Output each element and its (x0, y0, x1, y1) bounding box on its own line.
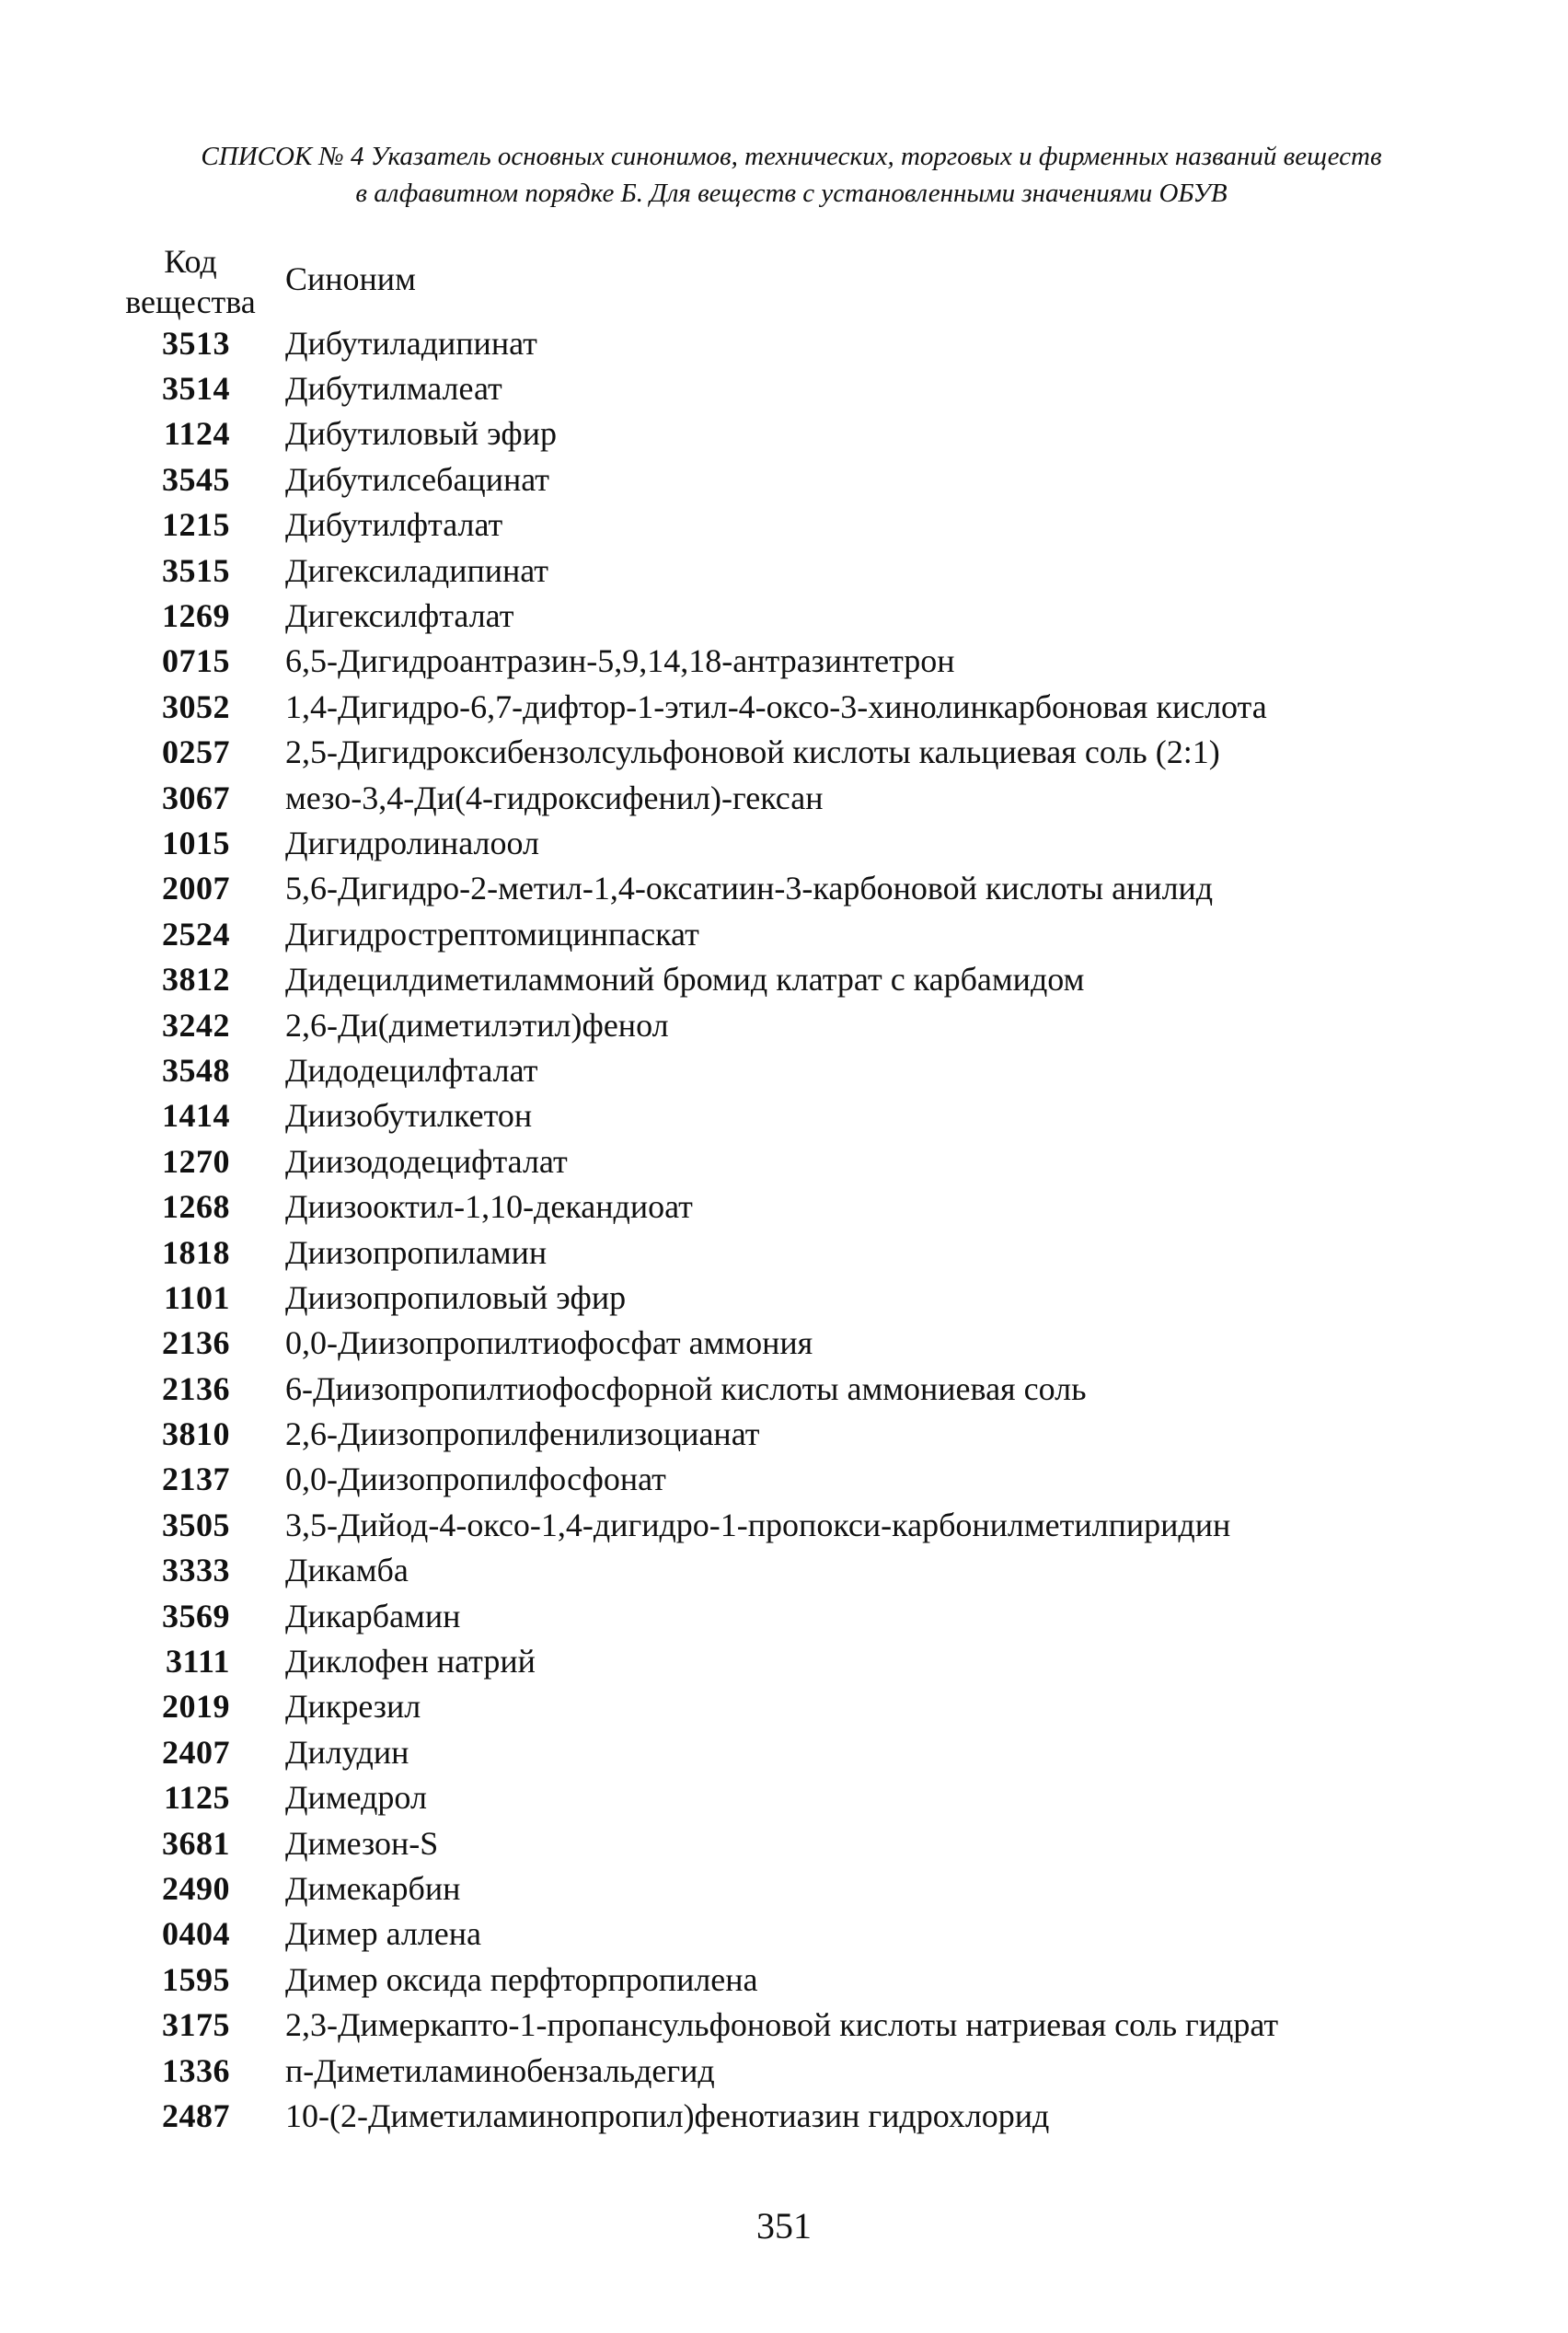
substance-code: 3545 (162, 460, 230, 498)
synonym-text: 6,5-Дигидроантразин-5,9,14,18-антразинтетрон (285, 642, 955, 680)
substance-code: 3548 (162, 1051, 230, 1089)
table-row (109, 1093, 1470, 1138)
substance-code: 3514 (162, 370, 230, 408)
substance-code: 1818 (162, 1233, 230, 1271)
synonym-text: Дикрезил (285, 1688, 421, 1726)
synonym-text: Дигидрострептомицинпаскат (285, 915, 699, 953)
substance-code: 0715 (162, 642, 230, 680)
table-row (109, 365, 1470, 410)
substance-code: 3812 (162, 961, 230, 999)
table-row (109, 1865, 1470, 1911)
substance-code: 3175 (162, 2006, 230, 2044)
table-row (109, 411, 1470, 456)
synonym-text: Димекарбин (285, 1869, 461, 1907)
substance-code: 1270 (162, 1142, 230, 1180)
synonym-text: Диизододецифталат (285, 1142, 568, 1180)
table-row (109, 1411, 1470, 1456)
synonym-text: 0,0-Диизопропилтиофосфат аммония (285, 1324, 813, 1362)
substance-code: 2524 (162, 915, 230, 953)
synonym-text: Димер аллена (285, 1915, 482, 1953)
synonym-text: мезо-3,4-Ди(4-гидроксифенил)-гексан (285, 779, 824, 816)
table-row (109, 730, 1470, 775)
substance-code: 1124 (163, 415, 230, 453)
table-row (109, 593, 1470, 638)
synonym-text: 3,5-Дийод-4-оксо-1,4-дигидро-1-пропокси-карбонилметилпиридин (285, 1506, 1231, 1543)
substance-code: 1269 (162, 597, 230, 635)
table-row (109, 1775, 1470, 1820)
table-row (109, 1457, 1470, 1502)
substance-code: 3067 (162, 779, 230, 816)
column-header-code (109, 241, 272, 322)
substance-code: 3505 (162, 1506, 230, 1543)
table-row (109, 1729, 1470, 1774)
substance-code: 3810 (162, 1415, 230, 1453)
substance-code: 3333 (162, 1552, 230, 1589)
column-header-synonym: Синоним (285, 260, 416, 297)
table-row (109, 1047, 1470, 1092)
table-row (109, 1366, 1470, 1411)
substance-code: 3052 (162, 687, 230, 725)
substance-code: 1015 (162, 824, 230, 861)
synonym-text: Дигексиладипинат (285, 551, 549, 589)
table-row (109, 320, 1470, 365)
substance-code: 1125 (163, 1779, 230, 1817)
substance-code: 3515 (162, 551, 230, 589)
synonym-text: Дибутилфталат (285, 506, 503, 544)
synonym-text: 2,6-Ди(диметилэтил)фенол (285, 1006, 669, 1044)
substance-code: 2407 (162, 1733, 230, 1771)
table-row (109, 956, 1470, 1001)
synonym-text: Диизобутилкетон (285, 1097, 533, 1135)
table-row (109, 775, 1470, 820)
substance-code: 0404 (162, 1915, 230, 1953)
synonym-text: 6-Диизопропилтиофосфорной кислоты аммониевая соль (285, 1369, 1087, 1407)
list-header (138, 138, 1445, 212)
substance-code: 1215 (162, 506, 230, 544)
synonym-text: 2,6-Диизопропилфенилизоцианат (285, 1415, 760, 1453)
substance-code: 3242 (162, 1006, 230, 1044)
table-row (109, 1911, 1470, 1957)
table-row (109, 1138, 1470, 1184)
synonym-text: 2,5-Дигидроксибензолсульфоновой кислоты кальциевая соль (2:1) (285, 733, 1220, 771)
table-row (109, 866, 1470, 911)
column-header-code-line-1: Код (164, 243, 217, 280)
synonym-text: 2,3-Димеркапто-1-пропансульфоновой кислоты натриевая соль гидрат (285, 2006, 1279, 2044)
synonym-text: Дибутилсебацинат (285, 460, 549, 498)
synonym-text: Димедрол (285, 1779, 427, 1817)
synonym-text: Дибутиловый эфир (285, 415, 558, 453)
table-row (109, 1002, 1470, 1047)
synonym-text: Дигидролиналоол (285, 824, 539, 861)
synonym-text: 0,0-Диизопропилфосфонат (285, 1461, 666, 1498)
synonym-text: Дикарбамин (285, 1597, 461, 1634)
substance-code: 3513 (162, 324, 230, 362)
table-row (109, 456, 1470, 502)
synonym-text: Дидецилдиметиламмоний бромид клатрат с карбамидом (285, 961, 1085, 999)
table-row (109, 820, 1470, 865)
substance-code: 1268 (162, 1188, 230, 1226)
table-row (109, 1957, 1470, 2002)
substance-code: 3681 (162, 1824, 230, 1862)
substance-code: 1101 (163, 1278, 230, 1316)
synonym-text: Дибутиладипинат (285, 324, 537, 362)
table-row (109, 1593, 1470, 1638)
synonym-text: 10-(2-Диметиламинопропил)фенотиазин гидрохлорид (285, 2096, 1050, 2134)
column-header-code-line-2: вещества (125, 283, 256, 320)
page-number: 351 (756, 2205, 812, 2246)
table-row (109, 639, 1470, 684)
table-row (109, 2048, 1470, 2093)
header-line-1: СПИСОК № 4 Указатель основных синонимов, технических, торговых и фирменных названий веществ (201, 142, 1382, 171)
substance-code: 2019 (162, 1688, 230, 1726)
table-row (109, 1684, 1470, 1729)
substance-code: 2487 (162, 2096, 230, 2134)
substance-code: 3569 (162, 1597, 230, 1634)
table-row (109, 2002, 1470, 2047)
substance-code: 3111 (165, 1643, 230, 1680)
synonym-text: Дигексилфталат (285, 597, 514, 635)
table-row (109, 1548, 1470, 1593)
table-row (109, 2093, 1470, 2138)
substance-code: 0257 (162, 733, 230, 771)
substance-code: 1414 (162, 1097, 230, 1135)
table-row (109, 911, 1470, 956)
substance-code: 2490 (162, 1869, 230, 1907)
table-row (109, 1820, 1470, 1865)
synonym-text: Диклофен натрий (285, 1643, 536, 1680)
synonym-text: Дидодецилфталат (285, 1051, 538, 1089)
synonym-text: Дибутилмалеат (285, 370, 502, 408)
substance-code: 1595 (162, 1960, 230, 1998)
synonym-text: Дилудин (285, 1733, 409, 1771)
table-row (109, 1275, 1470, 1320)
table-row (109, 1184, 1470, 1229)
substance-code: 2007 (162, 870, 230, 907)
synonym-text: Димер оксида перфторпропилена (285, 1960, 758, 1998)
table-row (109, 1321, 1470, 1366)
substance-code: 1336 (162, 2051, 230, 2089)
synonym-text: Дикамба (285, 1552, 409, 1589)
table-row (109, 1230, 1470, 1275)
synonym-text: п-Диметиламинобензальдегид (285, 2051, 715, 2089)
synonym-text: Диизопропиловый эфир (285, 1278, 627, 1316)
table-row (109, 1638, 1470, 1683)
synonym-text: Димезон-S (285, 1824, 439, 1862)
synonym-text: Диизооктил-1,10-декандиоат (285, 1188, 693, 1226)
substance-code: 2137 (162, 1461, 230, 1498)
table-row (109, 502, 1470, 548)
table-row (109, 684, 1470, 729)
header-line-2: в алфавитном порядке Б. Для веществ с установленными значениями ОБУВ (355, 179, 1228, 208)
synonym-table (109, 320, 1470, 2139)
table-row (109, 1502, 1470, 1547)
synonym-text: 5,6-Дигидро-2-метил-1,4-оксатиин-3-карбоновой кислоты анилид (285, 870, 1214, 907)
table-row (109, 548, 1470, 593)
substance-code: 2136 (162, 1369, 230, 1407)
synonym-text: Диизопропиламин (285, 1233, 548, 1271)
substance-code: 2136 (162, 1324, 230, 1362)
synonym-text: 1,4-Дигидро-6,7-дифтор-1-этил-4-оксо-3-хинолинкарбоновая кислота (285, 687, 1267, 725)
